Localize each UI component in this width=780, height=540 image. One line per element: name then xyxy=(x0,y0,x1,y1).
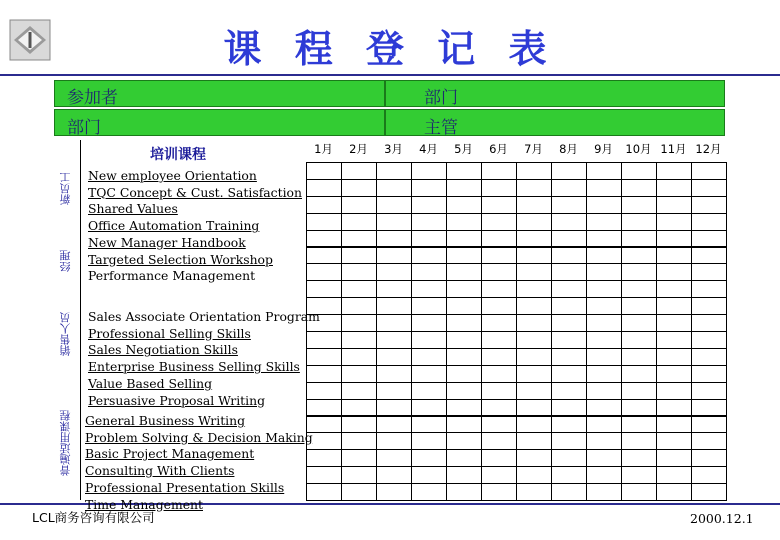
month-cell[interactable] xyxy=(481,399,517,417)
month-cell[interactable] xyxy=(516,230,552,248)
month-cell[interactable] xyxy=(376,382,412,400)
month-cell[interactable] xyxy=(656,213,692,231)
month-header: 11月 xyxy=(660,142,687,156)
month-cell[interactable] xyxy=(481,297,517,315)
month-cell[interactable] xyxy=(306,280,342,298)
month-cell[interactable] xyxy=(691,297,727,315)
month-cell[interactable] xyxy=(516,432,552,450)
month-cell[interactable] xyxy=(341,382,377,400)
course-row[interactable]: New employee Orientation xyxy=(88,168,257,183)
month-cell[interactable] xyxy=(481,382,517,400)
month-cell[interactable] xyxy=(691,416,727,434)
month-cell[interactable] xyxy=(341,483,377,501)
month-cell[interactable] xyxy=(411,365,447,383)
department-field-right[interactable] xyxy=(385,80,725,107)
month-header: 8月 xyxy=(559,142,578,156)
month-cell[interactable] xyxy=(691,263,727,281)
month-cell[interactable] xyxy=(306,466,342,484)
month-cell[interactable] xyxy=(376,179,412,197)
month-cell[interactable] xyxy=(656,162,692,180)
month-cell[interactable] xyxy=(341,297,377,315)
month-cell[interactable] xyxy=(586,483,622,501)
month-cell[interactable] xyxy=(656,331,692,349)
header-divider xyxy=(0,74,780,76)
month-cell[interactable] xyxy=(446,263,482,281)
month-cell[interactable] xyxy=(656,483,692,501)
month-cell[interactable] xyxy=(446,483,482,501)
group-sales xyxy=(88,309,320,409)
month-cell[interactable] xyxy=(551,432,587,450)
month-cell[interactable] xyxy=(691,348,727,366)
month-cell[interactable] xyxy=(516,213,552,231)
month-cell[interactable] xyxy=(516,196,552,214)
month-cell[interactable] xyxy=(656,297,692,315)
month-cell[interactable] xyxy=(306,365,342,383)
month-cell[interactable] xyxy=(481,314,517,332)
course-row[interactable]: Persuasive Proposal Writing xyxy=(88,392,266,408)
month-cell[interactable] xyxy=(551,179,587,197)
month-cell[interactable] xyxy=(551,348,587,366)
course-row[interactable]: Professional Selling Skills xyxy=(88,325,251,341)
month-cell[interactable] xyxy=(341,449,377,467)
month-cell[interactable] xyxy=(376,416,412,434)
category-sales: 销售人员 xyxy=(59,312,72,356)
month-cell[interactable] xyxy=(586,179,622,197)
participant-label: 参加者 xyxy=(67,88,118,108)
month-cell[interactable] xyxy=(341,331,377,349)
month-cell[interactable] xyxy=(306,432,342,450)
month-cell[interactable] xyxy=(446,314,482,332)
month-cell[interactable] xyxy=(446,382,482,400)
month-cell[interactable] xyxy=(446,247,482,265)
month-cell[interactable] xyxy=(691,247,727,265)
month-cell[interactable] xyxy=(341,247,377,265)
month-cell[interactable] xyxy=(621,483,657,501)
month-cell[interactable] xyxy=(481,213,517,231)
month-cell[interactable] xyxy=(516,280,552,298)
month-cell[interactable] xyxy=(306,196,342,214)
month-cell[interactable] xyxy=(446,432,482,450)
month-cell[interactable] xyxy=(481,416,517,434)
month-cell[interactable] xyxy=(621,263,657,281)
course-row[interactable]: Targeted Selection Workshop xyxy=(88,251,273,267)
month-cell[interactable] xyxy=(691,162,727,180)
supervisor-label: 主管 xyxy=(424,118,458,138)
month-cell[interactable] xyxy=(516,466,552,484)
course-row[interactable]: Sales Negotiation Skills xyxy=(88,342,238,358)
month-cell[interactable] xyxy=(481,331,517,349)
month-cell[interactable] xyxy=(341,196,377,214)
month-cell[interactable] xyxy=(411,314,447,332)
month-cell[interactable] xyxy=(691,179,727,197)
company-name: LCL商务咨询有限公司 xyxy=(32,510,155,525)
participant-field[interactable] xyxy=(54,80,385,107)
course-row[interactable]: New Manager Handbook xyxy=(88,235,246,250)
course-row[interactable]: Basic Project Management xyxy=(85,446,255,462)
month-cell[interactable] xyxy=(691,365,727,383)
month-cell[interactable] xyxy=(376,162,412,180)
month-cell[interactable] xyxy=(691,382,727,400)
month-cell[interactable] xyxy=(306,297,342,315)
month-cell[interactable] xyxy=(376,263,412,281)
month-cell[interactable] xyxy=(446,348,482,366)
month-cell[interactable] xyxy=(586,230,622,248)
month-cell[interactable] xyxy=(551,263,587,281)
month-header: 4月 xyxy=(419,142,438,156)
course-row[interactable]: Professional Presentation Skills xyxy=(85,479,285,495)
month-cell[interactable] xyxy=(551,247,587,265)
month-cell[interactable] xyxy=(586,365,622,383)
month-cell[interactable] xyxy=(411,348,447,366)
month-cell[interactable] xyxy=(341,314,377,332)
month-cell[interactable] xyxy=(621,365,657,383)
month-cell[interactable] xyxy=(586,280,622,298)
month-cell[interactable] xyxy=(446,162,482,180)
month-cell[interactable] xyxy=(376,365,412,383)
month-cell[interactable] xyxy=(516,331,552,349)
month-cell[interactable] xyxy=(481,449,517,467)
month-cell[interactable] xyxy=(621,449,657,467)
month-cell[interactable] xyxy=(621,331,657,349)
month-cell[interactable] xyxy=(516,416,552,434)
month-cell[interactable] xyxy=(446,230,482,248)
month-cell[interactable] xyxy=(411,432,447,450)
month-cell[interactable] xyxy=(411,179,447,197)
month-cell[interactable] xyxy=(306,416,342,434)
month-cell[interactable] xyxy=(341,280,377,298)
month-cell[interactable] xyxy=(691,432,727,450)
month-cell[interactable] xyxy=(481,247,517,265)
month-cell[interactable] xyxy=(306,382,342,400)
month-cell[interactable] xyxy=(586,449,622,467)
course-row[interactable]: Office Automation Training xyxy=(88,218,260,234)
month-cell[interactable] xyxy=(691,331,727,349)
month-cell[interactable] xyxy=(516,179,552,197)
month-cell[interactable] xyxy=(691,466,727,484)
month-cell[interactable] xyxy=(341,466,377,484)
month-cell[interactable] xyxy=(516,449,552,467)
month-cell[interactable] xyxy=(621,280,657,298)
month-cell[interactable] xyxy=(376,213,412,231)
month-cell[interactable] xyxy=(621,432,657,450)
month-cell[interactable] xyxy=(586,196,622,214)
month-cell[interactable] xyxy=(411,263,447,281)
month-cell[interactable] xyxy=(411,297,447,315)
month-cell[interactable] xyxy=(481,348,517,366)
month-cell[interactable] xyxy=(306,348,342,366)
course-row[interactable]: Value Based Selling xyxy=(88,375,213,391)
month-cell[interactable] xyxy=(656,382,692,400)
month-header: 12月 xyxy=(695,142,722,156)
month-cell[interactable] xyxy=(586,416,622,434)
footer-date: 2000.12.1 xyxy=(690,511,754,526)
month-cell[interactable] xyxy=(586,331,622,349)
month-cell[interactable] xyxy=(376,449,412,467)
month-cell[interactable] xyxy=(516,297,552,315)
month-cell[interactable] xyxy=(621,162,657,180)
month-cell[interactable] xyxy=(376,483,412,501)
month-header: 1月 xyxy=(314,142,333,156)
department-label-left: 部门 xyxy=(67,118,101,138)
month-cell[interactable] xyxy=(551,382,587,400)
month-cell[interactable] xyxy=(411,382,447,400)
month-cell[interactable] xyxy=(341,213,377,231)
month-cell[interactable] xyxy=(586,162,622,180)
month-cell[interactable] xyxy=(621,416,657,434)
month-cell[interactable] xyxy=(341,348,377,366)
course-row[interactable]: Performance Management xyxy=(88,268,256,284)
month-cell[interactable] xyxy=(341,179,377,197)
month-header: 6月 xyxy=(489,142,508,156)
month-cell[interactable] xyxy=(481,230,517,248)
month-cell[interactable] xyxy=(411,331,447,349)
month-cell[interactable] xyxy=(586,263,622,281)
course-header: 培训课程 xyxy=(150,147,206,163)
month-cell[interactable] xyxy=(656,449,692,467)
month-header: 3月 xyxy=(384,142,403,156)
month-cell[interactable] xyxy=(551,314,587,332)
month-cell[interactable] xyxy=(586,247,622,265)
month-cell[interactable] xyxy=(446,213,482,231)
month-cell[interactable] xyxy=(621,196,657,214)
month-cell[interactable] xyxy=(621,314,657,332)
month-cell[interactable] xyxy=(516,314,552,332)
month-cell[interactable] xyxy=(376,348,412,366)
month-cell[interactable] xyxy=(586,314,622,332)
month-cell[interactable] xyxy=(586,297,622,315)
month-cell[interactable] xyxy=(691,314,727,332)
month-cell[interactable] xyxy=(411,416,447,434)
month-cell[interactable] xyxy=(306,162,342,180)
month-cell[interactable] xyxy=(411,247,447,265)
month-cell[interactable] xyxy=(551,196,587,214)
month-cell[interactable] xyxy=(341,162,377,180)
month-cell[interactable] xyxy=(306,399,342,417)
month-cell[interactable] xyxy=(586,382,622,400)
month-cell[interactable] xyxy=(376,247,412,265)
month-cell[interactable] xyxy=(306,263,342,281)
month-header: 10月 xyxy=(625,142,652,156)
month-cell[interactable] xyxy=(306,314,342,332)
month-cell[interactable] xyxy=(341,399,377,417)
month-cell[interactable] xyxy=(551,483,587,501)
month-cell[interactable] xyxy=(376,196,412,214)
month-cell[interactable] xyxy=(411,230,447,248)
month-cell[interactable] xyxy=(516,162,552,180)
month-grid xyxy=(306,138,726,500)
month-cell[interactable] xyxy=(516,382,552,400)
month-cell[interactable] xyxy=(376,399,412,417)
month-cell[interactable] xyxy=(586,432,622,450)
month-cell[interactable] xyxy=(516,483,552,501)
month-cell[interactable] xyxy=(621,230,657,248)
department-field-left[interactable] xyxy=(54,109,385,136)
month-cell[interactable] xyxy=(341,416,377,434)
month-header: 9月 xyxy=(594,142,613,156)
month-cell[interactable] xyxy=(551,213,587,231)
month-cell[interactable] xyxy=(376,331,412,349)
month-cell[interactable] xyxy=(411,483,447,501)
month-header: 5月 xyxy=(454,142,473,156)
month-cell[interactable] xyxy=(621,247,657,265)
month-cell[interactable] xyxy=(481,280,517,298)
month-cell[interactable] xyxy=(306,230,342,248)
table-left-border xyxy=(80,140,81,500)
month-cell[interactable] xyxy=(341,230,377,248)
month-cell[interactable] xyxy=(446,365,482,383)
month-cell[interactable] xyxy=(446,399,482,417)
month-cell[interactable] xyxy=(411,196,447,214)
course-row[interactable]: Enterprise Business Selling Skills xyxy=(88,359,300,375)
month-cell[interactable] xyxy=(341,432,377,450)
month-cell[interactable] xyxy=(656,263,692,281)
month-cell[interactable] xyxy=(691,280,727,298)
month-cell[interactable] xyxy=(411,162,447,180)
month-cell[interactable] xyxy=(691,483,727,501)
month-cell[interactable] xyxy=(586,213,622,231)
month-cell[interactable] xyxy=(376,314,412,332)
month-cell[interactable] xyxy=(376,432,412,450)
month-header: 7月 xyxy=(524,142,543,156)
month-cell[interactable] xyxy=(656,280,692,298)
category-general: 普遍适用课程 xyxy=(59,410,72,476)
month-cell[interactable] xyxy=(376,280,412,298)
month-cell[interactable] xyxy=(586,399,622,417)
month-cell[interactable] xyxy=(551,399,587,417)
department-label-right: 部门 xyxy=(424,88,458,108)
group-general xyxy=(85,413,313,513)
month-cell[interactable] xyxy=(481,466,517,484)
month-cell[interactable] xyxy=(446,331,482,349)
month-cell[interactable] xyxy=(656,432,692,450)
month-cell[interactable] xyxy=(551,230,587,248)
month-cell[interactable] xyxy=(306,483,342,501)
month-cell[interactable] xyxy=(621,466,657,484)
month-cell[interactable] xyxy=(691,213,727,231)
month-cell[interactable] xyxy=(656,314,692,332)
month-cell[interactable] xyxy=(446,196,482,214)
month-cell[interactable] xyxy=(621,297,657,315)
month-cell[interactable] xyxy=(481,162,517,180)
course-row[interactable]: Consulting With Clients xyxy=(85,463,235,479)
month-cell[interactable] xyxy=(481,432,517,450)
month-cell[interactable] xyxy=(341,263,377,281)
month-cell[interactable] xyxy=(551,162,587,180)
month-cell[interactable] xyxy=(446,416,482,434)
month-cell[interactable] xyxy=(691,449,727,467)
month-cell[interactable] xyxy=(551,280,587,298)
month-cell[interactable] xyxy=(446,280,482,298)
month-cell[interactable] xyxy=(551,331,587,349)
month-header: 2月 xyxy=(349,142,368,156)
month-cell[interactable] xyxy=(446,297,482,315)
month-cell[interactable] xyxy=(306,247,342,265)
month-cell[interactable] xyxy=(551,297,587,315)
month-cell[interactable] xyxy=(516,348,552,366)
month-cell[interactable] xyxy=(656,230,692,248)
page-title: 课 程 登 记 表 xyxy=(223,27,557,71)
month-cell[interactable] xyxy=(551,449,587,467)
supervisor-field[interactable] xyxy=(385,109,725,136)
month-cell[interactable] xyxy=(516,365,552,383)
month-cell[interactable] xyxy=(621,213,657,231)
month-cell[interactable] xyxy=(656,416,692,434)
month-cell[interactable] xyxy=(481,263,517,281)
month-cell[interactable] xyxy=(656,247,692,265)
category-new-employee: 新员工 xyxy=(59,172,72,205)
month-cell[interactable] xyxy=(481,196,517,214)
month-cell[interactable] xyxy=(691,196,727,214)
month-cell[interactable] xyxy=(446,179,482,197)
month-cell[interactable] xyxy=(656,466,692,484)
course-row[interactable]: Time Management xyxy=(85,496,203,512)
month-cell[interactable] xyxy=(341,365,377,383)
month-cell[interactable] xyxy=(621,179,657,197)
month-cell[interactable] xyxy=(586,466,622,484)
month-cell[interactable] xyxy=(446,466,482,484)
month-cell[interactable] xyxy=(551,416,587,434)
month-cell[interactable] xyxy=(481,365,517,383)
course-row[interactable]: Sales Associate Orientation Program xyxy=(88,309,320,324)
month-cell[interactable] xyxy=(516,247,552,265)
month-cell[interactable] xyxy=(551,365,587,383)
month-cell[interactable] xyxy=(621,399,657,417)
month-cell[interactable] xyxy=(656,196,692,214)
month-cell[interactable] xyxy=(376,466,412,484)
month-cell[interactable] xyxy=(411,466,447,484)
course-row[interactable]: Shared Values xyxy=(88,201,178,217)
month-cell[interactable] xyxy=(411,399,447,417)
month-cell[interactable] xyxy=(411,280,447,298)
month-cell[interactable] xyxy=(306,449,342,467)
group-new-employee xyxy=(88,168,302,235)
month-cell[interactable] xyxy=(691,230,727,248)
month-cell[interactable] xyxy=(376,297,412,315)
month-cell[interactable] xyxy=(411,213,447,231)
month-cell[interactable] xyxy=(656,399,692,417)
month-cell[interactable] xyxy=(306,331,342,349)
month-cell[interactable] xyxy=(446,449,482,467)
month-cell[interactable] xyxy=(621,348,657,366)
month-cell[interactable] xyxy=(516,263,552,281)
month-cell[interactable] xyxy=(621,382,657,400)
month-cell[interactable] xyxy=(656,365,692,383)
month-cell[interactable] xyxy=(411,449,447,467)
month-cell[interactable] xyxy=(656,179,692,197)
course-row[interactable]: General Business Writing xyxy=(85,413,246,428)
month-cell[interactable] xyxy=(586,348,622,366)
month-cell[interactable] xyxy=(481,179,517,197)
month-cell[interactable] xyxy=(306,179,342,197)
month-cell[interactable] xyxy=(376,230,412,248)
month-cell[interactable] xyxy=(481,483,517,501)
month-cell[interactable] xyxy=(691,399,727,417)
month-cell[interactable] xyxy=(656,348,692,366)
category-manager: 经理 xyxy=(59,250,72,272)
month-cell[interactable] xyxy=(516,399,552,417)
month-cell[interactable] xyxy=(551,466,587,484)
course-row[interactable]: TQC Concept & Cust. Satisfaction xyxy=(88,184,302,200)
course-row[interactable]: Problem Solving & Decision Making xyxy=(85,429,313,445)
group-manager xyxy=(88,235,273,285)
month-cell[interactable] xyxy=(306,213,342,231)
